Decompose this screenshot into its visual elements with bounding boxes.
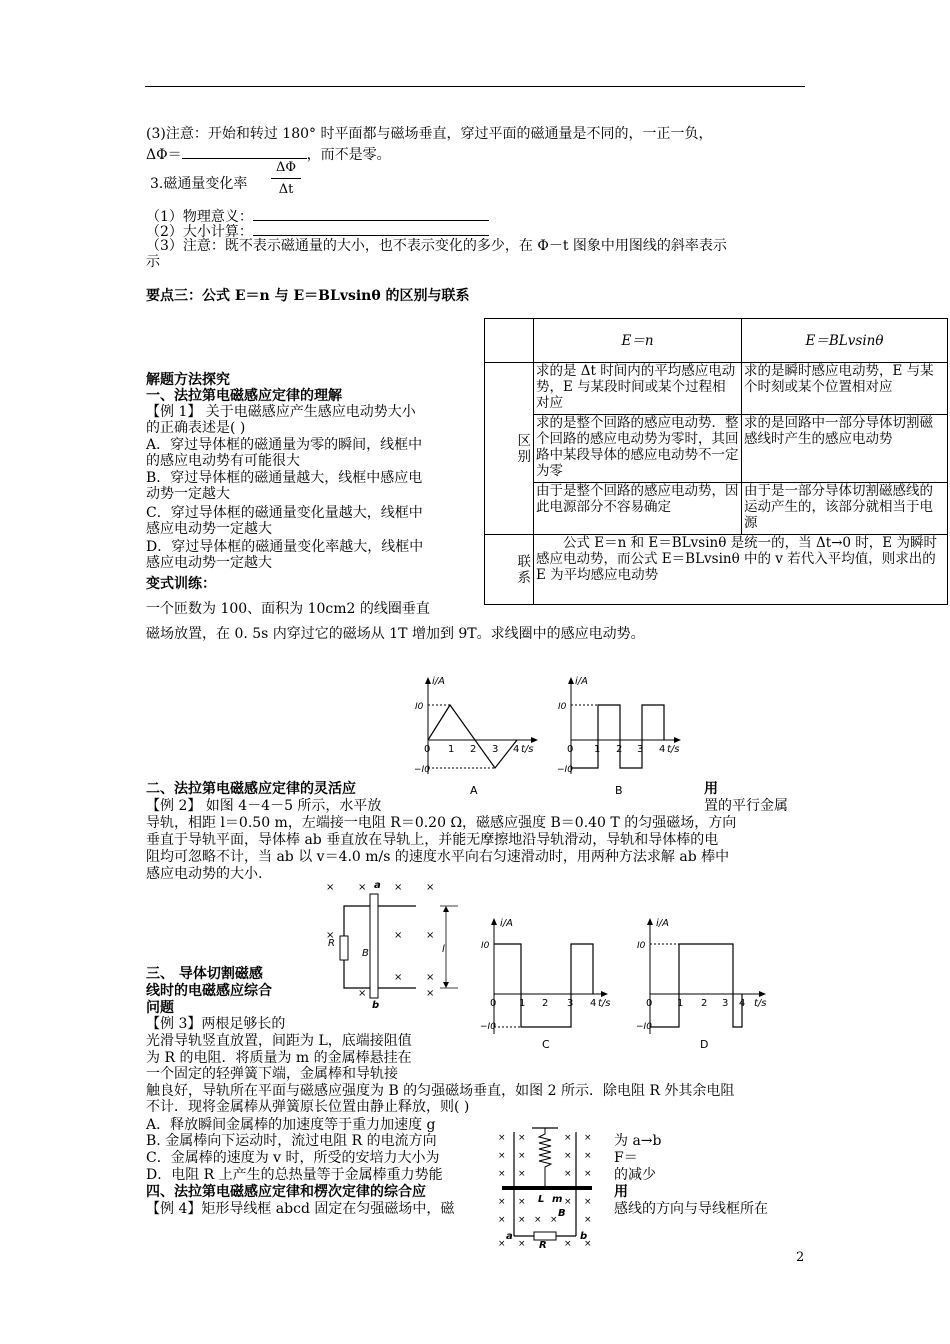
svg-text:×: × (326, 930, 335, 941)
svg-text:×: × (426, 988, 435, 999)
y-axis-label: i/A (656, 918, 669, 929)
svg-text:×: × (394, 882, 403, 893)
example-2-line: 阻均可忽略不计，当 ab 以 v＝4.0 m/s 的速度水平向右匀速滑动时，用两种方法求解 ab 棒中 (146, 849, 730, 865)
tick-label: 2 (616, 744, 623, 755)
variant-line-2: 磁场放置，在 0. 5s 内穿过它的磁场从 1T 增加到 9T。求线圈中的感应电动势。 (146, 626, 645, 642)
example-2-line: 导轨，相距 l＝0.50 m，左端接一电阻 R＝0.20 Ω，磁感应强度 B＝0.40 T 的匀强磁场，方向 (146, 815, 737, 831)
svg-text:×: × (498, 1239, 506, 1249)
y-axis-label: i/A (432, 676, 445, 687)
option-line: 动势一定越大 (146, 486, 230, 502)
rate-fraction (271, 160, 301, 197)
svg-text:×: × (426, 930, 435, 941)
graph-letter: C (542, 1038, 550, 1051)
note-line-2: ΔΦ＝ ，而不是零。 (146, 144, 391, 163)
tick-label: 1 (677, 998, 684, 1009)
table-cell: 由于是整个回路的感应电动势，因此电源部分不容易确定 (534, 483, 742, 535)
tick-label: 3 (492, 744, 499, 755)
option-line-end: 为 a→b (614, 1133, 662, 1149)
y-axis-label: i/A (575, 676, 588, 687)
table-corner (485, 319, 534, 363)
example-3-line: 触良好，导轨所在平面与磁感应强度为 B 的匀强磁场垂直，如图 2 所示．除电阻 R 外其余电阻 (146, 1083, 735, 1099)
rate-item-1: （1）物理意义： (146, 206, 489, 225)
table-header-e-blv: E＝BLvsinθ (742, 319, 948, 363)
section-2-title-end: 用 (704, 781, 718, 797)
svg-text:×: × (584, 1197, 592, 1207)
variant-title: 变式训练： (146, 576, 216, 592)
example-1-line: 的正确表述是( ) (146, 420, 246, 436)
x-axis-label: t/s (667, 744, 680, 755)
table-cell: 求的是整个回路的感应电动势．整个回路的感应电动势为零时，其回路中某段导体的感应电动势不一定为零 (534, 415, 742, 483)
tick-label: 4 (590, 998, 597, 1009)
option-line: D．电阻 R 上产生的总热量等于金属棒重力势能 (146, 1167, 443, 1183)
neg-i0-label: −I0 (480, 1022, 496, 1032)
origin-label: 0 (424, 744, 431, 755)
graph-a (414, 674, 542, 799)
rail-label-b: b (372, 1000, 380, 1008)
svg-text:×: × (564, 1169, 572, 1179)
keypoint-3-heading: 要点三：公式 E＝n 与 E＝BLvsinθ 的区别与联系 (146, 288, 470, 304)
tick-label: 3 (722, 998, 729, 1009)
example-2-line: 感应电动势的大小. (146, 866, 263, 882)
svg-text:×: × (564, 1197, 572, 1207)
example-3-line: 【例 3】两根足够长的 (146, 1016, 286, 1032)
svg-text:×: × (426, 972, 435, 983)
y-axis-label: i/A (500, 918, 513, 929)
example-2-line-end: 置的平行金属 (704, 798, 788, 814)
tick-label: 3 (567, 998, 574, 1009)
section-4-title: 四、法拉第电磁感应定律和楞次定律的综合应 (146, 1184, 426, 1200)
methods-title: 解题方法探究 (146, 372, 230, 388)
table-row-label-link: 联系 (485, 535, 534, 605)
answer-blank[interactable] (253, 221, 489, 236)
option-line: C．金属棒的速度为 v 时，所受的安培力大小为 (146, 1150, 440, 1166)
spring-figure (492, 1124, 604, 1250)
example-3-line: 一个固定的轻弹簧下端，金属棒和导轨接 (146, 1066, 398, 1082)
rail-label-a: a (374, 880, 381, 891)
rail-label-field: B (362, 948, 369, 959)
fraction-denominator: Δt (271, 178, 301, 197)
table-row-label-diff: 区别 (485, 363, 534, 535)
section-2-title: 二、法拉第电磁感应定律的灵活应 (146, 781, 356, 797)
svg-text:×: × (498, 1151, 506, 1161)
example-2-line: 【例 2】 如图 4－4－5 所示，水平放 (146, 798, 382, 814)
fraction-numerator: ΔΦ (275, 160, 297, 175)
spring-label-m: m (552, 1194, 563, 1205)
option-line: 的感应电动势有可能很大 (146, 453, 300, 469)
origin-label: 0 (646, 998, 653, 1009)
rail-label-l: l (442, 944, 445, 955)
spring-label-b: b (580, 1231, 588, 1242)
option-line: A．穿过导体框的磁通量为零的瞬间，线框中 (146, 437, 423, 453)
svg-text:×: × (564, 1133, 572, 1143)
section-1-title: 一、法拉第电磁感应定律的理解 (146, 388, 342, 404)
x-axis-label: t/s (521, 744, 534, 755)
origin-label: 0 (490, 998, 497, 1009)
option-line: B．穿过导体框的磁通量越大，线框中感应电 (146, 470, 423, 486)
tick-label: 1 (594, 744, 601, 755)
svg-text:×: × (518, 1151, 526, 1161)
svg-text:×: × (358, 882, 367, 893)
table-cell: 由于是一部分导体切割磁感线的运动产生的，该部分就相当于电源 (742, 483, 948, 535)
neg-i0-label: −I0 (414, 765, 430, 775)
svg-text:×: × (498, 1133, 506, 1143)
rate-item-2: （2）大小计算： (146, 221, 489, 240)
option-line: C．穿过导体框的磁通量变化量越大，线框中 (146, 505, 423, 521)
rate-item-3: （3）注意：既不表示磁通量的大小，也不表示变化的多少，在 Φ－t 图象中用图线的斜率表示 (146, 238, 727, 254)
svg-text:×: × (358, 988, 367, 999)
spring-label-a: a (506, 1231, 513, 1242)
table-header-e-n: E＝n (534, 319, 742, 363)
rate-label: 3.磁通量变化率 (150, 176, 248, 192)
example-1-line: 【例 1】 关于电磁感应产生感应电动势大小 (146, 404, 416, 420)
svg-text:×: × (518, 1133, 526, 1143)
tick-label: 4 (739, 998, 746, 1009)
neg-i0-label: −I0 (636, 1022, 652, 1032)
graph-letter: B (615, 784, 623, 797)
svg-text:×: × (426, 882, 435, 893)
i0-label: I0 (637, 941, 646, 951)
option-line: A．释放瞬间金属棒的加速度等于重力加速度 g (146, 1117, 436, 1133)
option-line: 感应电动势一定越大 (146, 521, 272, 537)
example-4-line-end: 感线的方向与导线框所在 (614, 1201, 768, 1217)
svg-text:×: × (518, 1239, 526, 1249)
origin-label: 0 (567, 744, 574, 755)
graph-letter: D (700, 1038, 709, 1051)
graph-b (557, 674, 685, 799)
svg-text:×: × (584, 1133, 592, 1143)
section-3-title: 线时的电磁感应综合 (146, 983, 272, 999)
table-cell: 求的是 Δt 时间内的平均感应电动势，E 与某段时间或某个过程相对应 (534, 363, 742, 415)
tick-label: 2 (701, 998, 708, 1009)
section-3-title: 问题 (146, 1000, 174, 1016)
rail-label-r: R (328, 938, 335, 949)
graph-c (480, 912, 612, 1052)
table-cell: 求的是回路中一部分导体切割磁感线时产生的感应电动势 (742, 415, 948, 483)
svg-text:×: × (518, 1197, 526, 1207)
spring-label-l: L (538, 1194, 545, 1205)
svg-text:×: × (550, 1215, 558, 1225)
svg-text:×: × (534, 1215, 542, 1225)
example-3-line: 光滑导轨竖直放置，间距为 L，底端接阻值 (146, 1033, 412, 1049)
tick-label: 2 (542, 998, 549, 1009)
table-link-cell: 公式 E＝n 和 E＝BLvsinθ 是统一的，当 Δt→0 时，E 为瞬时感应电动势，而公式 E＝BLvsinθ 中的 v 若代入平均值，则求出的 E 为平均感应电动势 (534, 535, 948, 605)
section-3-title: 三、 导体切割磁感 (146, 966, 263, 982)
option-line-end: 的减少 (614, 1167, 656, 1183)
note-line-1: (3)注意：开始和转过 180° 时平面都与磁场垂直，穿过平面的磁通量是不同的，一正一负， (146, 126, 713, 142)
i0-label: I0 (558, 702, 567, 712)
svg-text:×: × (498, 1215, 506, 1225)
example-4-line: 【例 4】矩形导线框 abcd 固定在匀强磁场中，磁 (146, 1201, 455, 1217)
rate-item-3-cont: 示 (146, 254, 160, 270)
svg-text:×: × (584, 1239, 592, 1249)
tick-label: 3 (637, 744, 644, 755)
tick-label: 2 (470, 744, 477, 755)
svg-text:×: × (394, 972, 403, 983)
rail-figure (320, 876, 460, 1008)
option-line: D．穿过导体框的磁通量变化率越大，线框中 (146, 539, 424, 555)
example-3-line: 不计．现将金属棒从弹簧原长位置由静止释放，则( ) (146, 1099, 470, 1115)
variant-line-1: 一个匝数为 100、面积为 10cm2 的线圈垂直 (146, 601, 430, 617)
answer-blank[interactable] (182, 144, 307, 159)
svg-text:×: × (564, 1151, 572, 1161)
tick-label: 4 (659, 744, 666, 755)
tick-label: 4 (513, 744, 520, 755)
i0-label: I0 (415, 702, 424, 712)
spring-label-field: B (558, 1208, 566, 1219)
comparison-table (484, 318, 948, 605)
spring-label-r: R (539, 1240, 547, 1250)
answer-blank[interactable] (253, 206, 489, 221)
svg-text:×: × (518, 1215, 526, 1225)
example-2-line: 垂直于导轨平面，导体棒 ab 垂直放在导轨上，并能无摩擦地沿导轨滑动，导轨和导体棒的电 (146, 832, 719, 848)
svg-text:×: × (584, 1169, 592, 1179)
svg-text:×: × (564, 1239, 572, 1249)
neg-i0-label: −I0 (557, 765, 573, 775)
example-3-line: 为 R 的电阻．将质量为 m 的金属棒悬挂在 (146, 1050, 412, 1066)
page-number: 2 (796, 1250, 805, 1265)
tick-label: 1 (448, 744, 455, 755)
i0-label: I0 (481, 941, 490, 951)
svg-text:×: × (518, 1169, 526, 1179)
graph-d (636, 912, 778, 1052)
option-line-end: F＝ (614, 1150, 638, 1166)
svg-text:×: × (498, 1169, 506, 1179)
svg-text:×: × (584, 1215, 592, 1225)
graph-letter: A (470, 784, 478, 797)
section-4-title-end: 用 (614, 1184, 628, 1200)
header-rule (145, 86, 805, 87)
option-line: B. 金属棒向下运动时，流过电阻 R 的电流方向 (146, 1133, 437, 1149)
svg-text:×: × (326, 882, 335, 893)
svg-text:×: × (498, 1197, 506, 1207)
svg-text:×: × (394, 930, 403, 941)
option-line: 感应电动势一定越大 (146, 555, 272, 571)
table-cell: 求的是瞬时感应电动势，E 与某个时刻或某个位置相对应 (742, 363, 948, 415)
svg-text:×: × (584, 1151, 592, 1161)
x-axis-label: t/s (598, 998, 611, 1009)
x-axis-label: t/s (754, 998, 767, 1009)
tick-label: 1 (519, 998, 526, 1009)
